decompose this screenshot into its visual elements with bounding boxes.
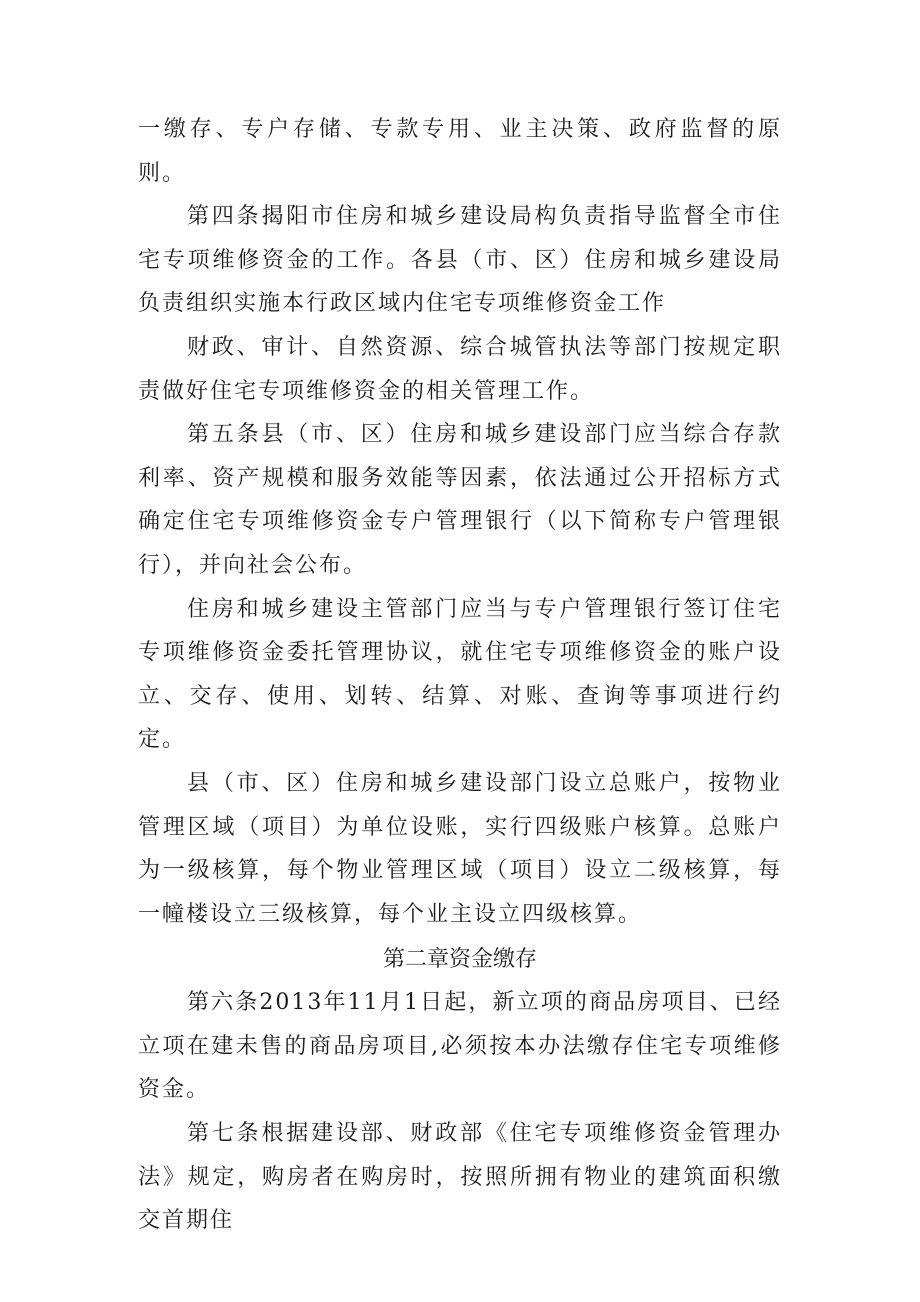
paragraph-article-6: 第六条2013年11月1日起，新立项的商品房项目、已经立项在建未售的商品房项目,必须按本办法缴存住宅专项维修资金。 (138, 990, 782, 1103)
paragraph-article-4: 第四条揭阳市住房和城乡建设局构负责指导监督全市住宅专项维修资金的工作。各县（市、区）住房和城乡建设局负责组织实施本行政区域内住宅专项维修资金工作 (138, 204, 782, 317)
paragraph-continuation: 一缴存、专户存储、专款专用、业主决策、政府监督的原则。 (138, 117, 782, 186)
paragraph-agreement: 住房和城乡建设主管部门应当与专户管理银行签订住宅专项维修资金委托管理协议，就住宅专项维修资金的账户设立、交存、使用、划转、结算、对账、查询等事项进行约定。 (138, 596, 782, 753)
chapter-heading: 第二章资金缴存 (382, 947, 537, 973)
paragraph-departments: 财政、审计、自然资源、综合城管执法等部门按规定职责做好住宅专项维修资金的相关管理工作。 (138, 334, 782, 404)
paragraph-article-5: 第五条县（市、区）住房和城乡建设部门应当综合存款利率、资产规模和服务效能等因素，依法通过公开招标方式确定住宅专项维修资金专户管理银行（以下简称专户管理银行），并向社会公布。 (138, 422, 782, 578)
paragraph-accounts: 县（市、区）住房和城乡建设部门设立总账户，按物业管理区域（项目）为单位设账，实行四级账户核算。总账户为一级核算，每个物业管理区域（项目）设立二级核算，每一幢楼设立三级核算，每个业主设立四级核算。 (138, 770, 782, 927)
paragraph-article-7: 第七条根据建设部、财政部《住宅专项维修资金管理办法》规定，购房者在购房时，按照所拥有物业的建筑面积缴交首期住 (138, 1121, 782, 1234)
